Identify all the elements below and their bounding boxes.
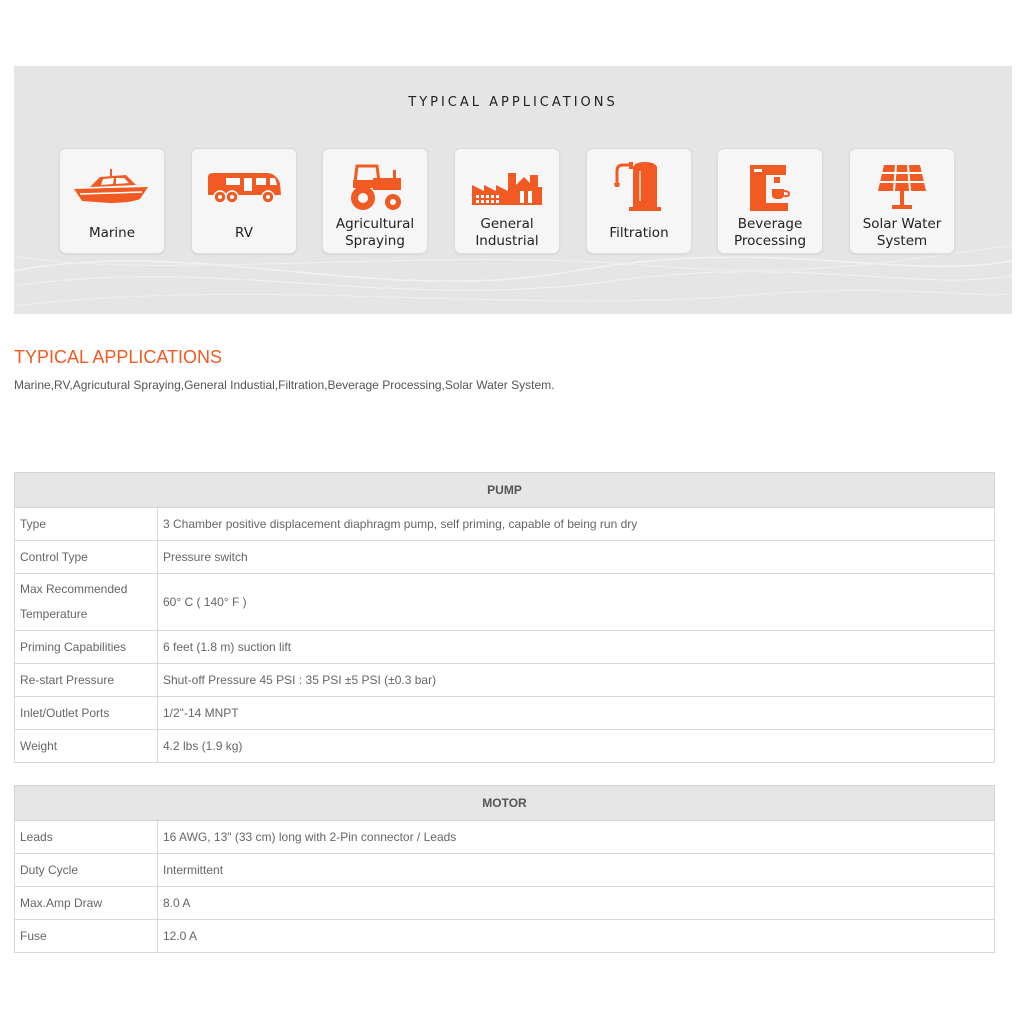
tile-filtration[interactable] [586,148,692,254]
spec-value: Pressure switch [158,541,995,574]
spec-key: Inlet/Outlet Ports [15,697,158,730]
rv-icon [192,161,296,213]
table-row [15,920,995,953]
tile-solar-water-system[interactable] [849,148,955,254]
spec-value: 4.2 lbs (1.9 kg) [158,730,995,763]
tractor-icon [323,161,427,213]
tile-label: Filtration [609,224,669,241]
tile-rv[interactable] [191,148,297,254]
banner-title: TYPICAL APPLICATIONS [408,95,618,110]
table-row [15,508,995,541]
spec-value: 8.0 A [158,887,995,920]
spec-value: 16 AWG, 13" (33 cm) long with 2-Pin connector / Leads [158,821,995,854]
spec-key: Leads [15,821,158,854]
applications-description: Marine,RV,Agricutural Spraying,General Industial,Filtration,Beverage Processing,Solar Water System. [14,378,555,392]
tile-label: RV [235,224,253,241]
spec-value: 1/2"-14 MNPT [158,697,995,730]
table-row [15,854,995,887]
coffee-machine-icon [718,161,822,213]
table-row [15,574,995,631]
tile-agricultural-spraying[interactable] [322,148,428,254]
solar-panel-icon [850,161,954,213]
applications-heading: TYPICAL APPLICATIONS [14,347,223,367]
water-filter-icon [587,161,691,213]
applications-banner [14,66,1012,314]
spec-key: Max Recommended Temperature [15,574,158,631]
spec-key: Control Type [15,541,158,574]
pump-spec-table [14,472,995,763]
table-row [15,697,995,730]
table-row [15,821,995,854]
table-header: PUMP [15,473,995,508]
tile-label: General Industrial [475,216,539,249]
spec-value: Intermittent [158,854,995,887]
table-row [15,664,995,697]
spec-key: Fuse [15,920,158,953]
table-row [15,730,995,763]
table-row [15,631,995,664]
spec-key: Duty Cycle [15,854,158,887]
motor-spec-table [14,785,995,953]
factory-icon [455,161,559,213]
spec-key: Weight [15,730,158,763]
table-header: MOTOR [15,786,995,821]
table-row [15,541,995,574]
spec-value: Shut-off Pressure 45 PSI : 35 PSI ±5 PSI (±0.3 bar) [158,664,995,697]
spec-value: 12.0 A [158,920,995,953]
tile-label: Marine [88,224,136,241]
spec-key: Re-start Pressure [15,664,158,697]
spec-value: 3 Chamber positive displacement diaphragm pump, self priming, capable of being run dry [158,508,995,541]
spec-key: Type [15,508,158,541]
table-row [15,887,995,920]
tile-marine[interactable] [59,148,165,254]
spec-value: 60° C ( 140° F ) [158,574,995,631]
tile-label: Beverage Processing [733,216,807,249]
tile-beverage-processing[interactable] [717,148,823,254]
tile-label: Solar Water System [862,216,942,249]
spec-value: 6 feet (1.8 m) suction lift [158,631,995,664]
spec-key: Max.Amp Draw [15,887,158,920]
boat-icon [60,161,164,213]
tile-label: Agricultural Spraying [335,216,415,249]
spec-key: Priming Capabilities [15,631,158,664]
tile-general-industrial[interactable] [454,148,560,254]
